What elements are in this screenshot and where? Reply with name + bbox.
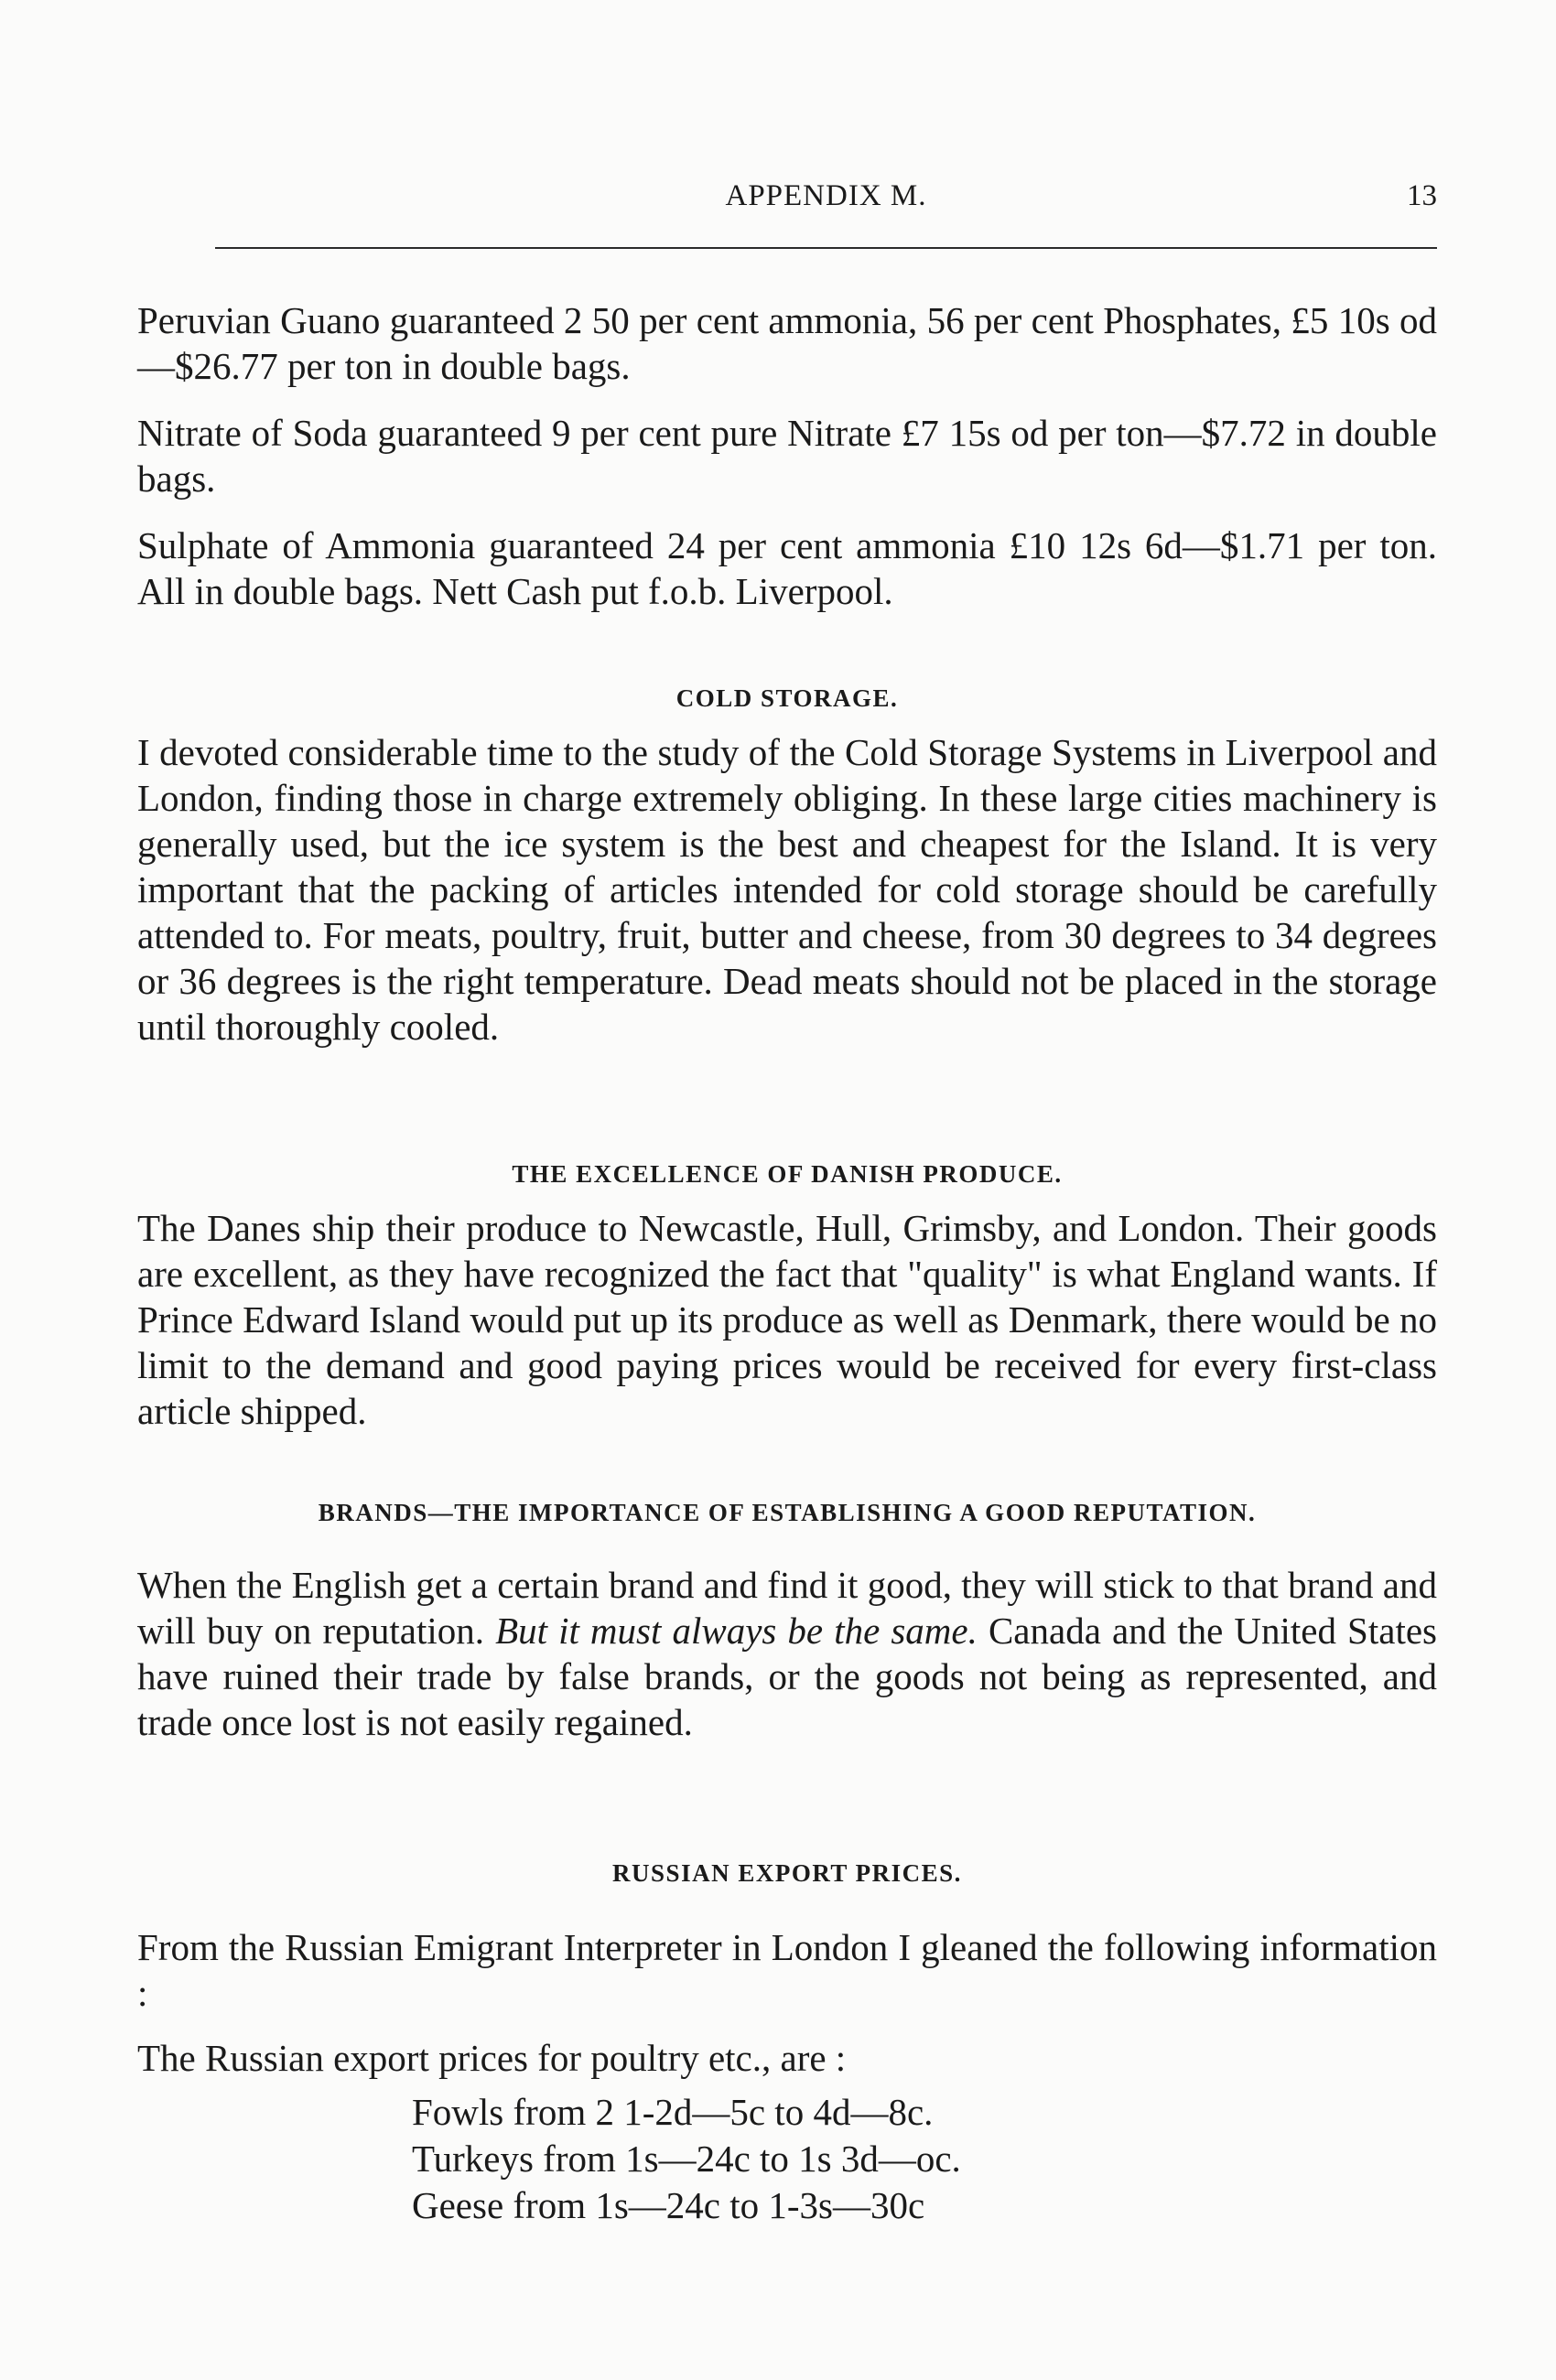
page-header xyxy=(215,179,1437,234)
heading-danish-produce: THE EXCELLENCE OF DANISH PRODUCE. xyxy=(512,1160,1063,1188)
heading-brands: BRANDS—THE IMPORTANCE OF ESTABLISHING A GOOD REPUTATION. xyxy=(318,1499,1257,1526)
paragraph-sulphate: Sulphate of Ammonia guaranteed 24 per cent ammonia £10 12s 6d—$1.71 per ton. All in double bags. Nett Cash put f.o.b. Liverpool. xyxy=(137,524,1437,612)
price-line-turkeys: Turkeys from 1s—24c to 1s 3d—oc. xyxy=(412,2138,961,2180)
paragraph-russian-prices-intro: The Russian export prices for poultry etc., are : xyxy=(137,2037,847,2079)
paragraph-cold-storage: I devoted considerable time to the study of the Cold Storage Systems in Liverpool and London, finding those in charge extremely obliging. In these large cities machinery is generally used, but the ice system is the best and cheapest for the Island. It is very important that the packing of articles intended for cold storage should be carefully attended to. For meats, poultry, fruit, butter and cheese, from 30 degrees to 34 degrees or 36 degrees is the right temperature. Dead meats should not be placed in the storage until thoroughly cooled. xyxy=(137,731,1437,1048)
paragraph-guano: Peruvian Guano guaranteed 2 50 per cent ammonia, 56 per cent Phosphates, £5 10s od—$26.77 per ton in double bags. xyxy=(137,299,1437,387)
price-line-fowls: Fowls from 2 1-2d—5c to 4d—8c. xyxy=(412,2091,934,2133)
paragraph-brands xyxy=(137,1562,1437,1745)
brands-emphasis: But it must always be the same. xyxy=(495,1610,978,1652)
paragraph-russian-intro: From the Russian Emigrant Interpreter in London I gleaned the following information : xyxy=(137,1926,1437,2014)
price-list xyxy=(412,2089,1236,2229)
heading-russian-prices: RUSSIAN EXPORT PRICES. xyxy=(612,1859,962,1887)
brands-text-2: Canada and the United States have ruined their trade by false brands, or the goods not being as represented, and trade once lost is not easily regained. xyxy=(137,1610,1437,1743)
heading-cold-storage: COLD STORAGE. xyxy=(675,684,899,712)
price-line-geese: Geese from 1s—24c to 1-3s—30c xyxy=(412,2184,925,2226)
page-number: 13 xyxy=(1407,179,1437,212)
running-title: APPENDIX M. xyxy=(725,179,927,212)
paragraph-nitrate: Nitrate of Soda guaranteed 9 per cent pure Nitrate £7 15s od per ton—$7.72 in double bags. xyxy=(137,412,1437,500)
paragraph-danish-produce: The Danes ship their produce to Newcastle, Hull, Grimsby, and London. Their goods are excellent, as they have recognized the fact that "quality" is what England wants. If Prince Edward Island would put up its produce as well as Denmark, there would be no limit to the demand and good paying prices would be received for every first-class article shipped. xyxy=(137,1207,1437,1432)
brands-text-1: When the English get a certain brand and find it good, they will stick to that brand and will buy on reputation. xyxy=(137,1564,1437,1652)
header-rule xyxy=(215,247,1437,249)
